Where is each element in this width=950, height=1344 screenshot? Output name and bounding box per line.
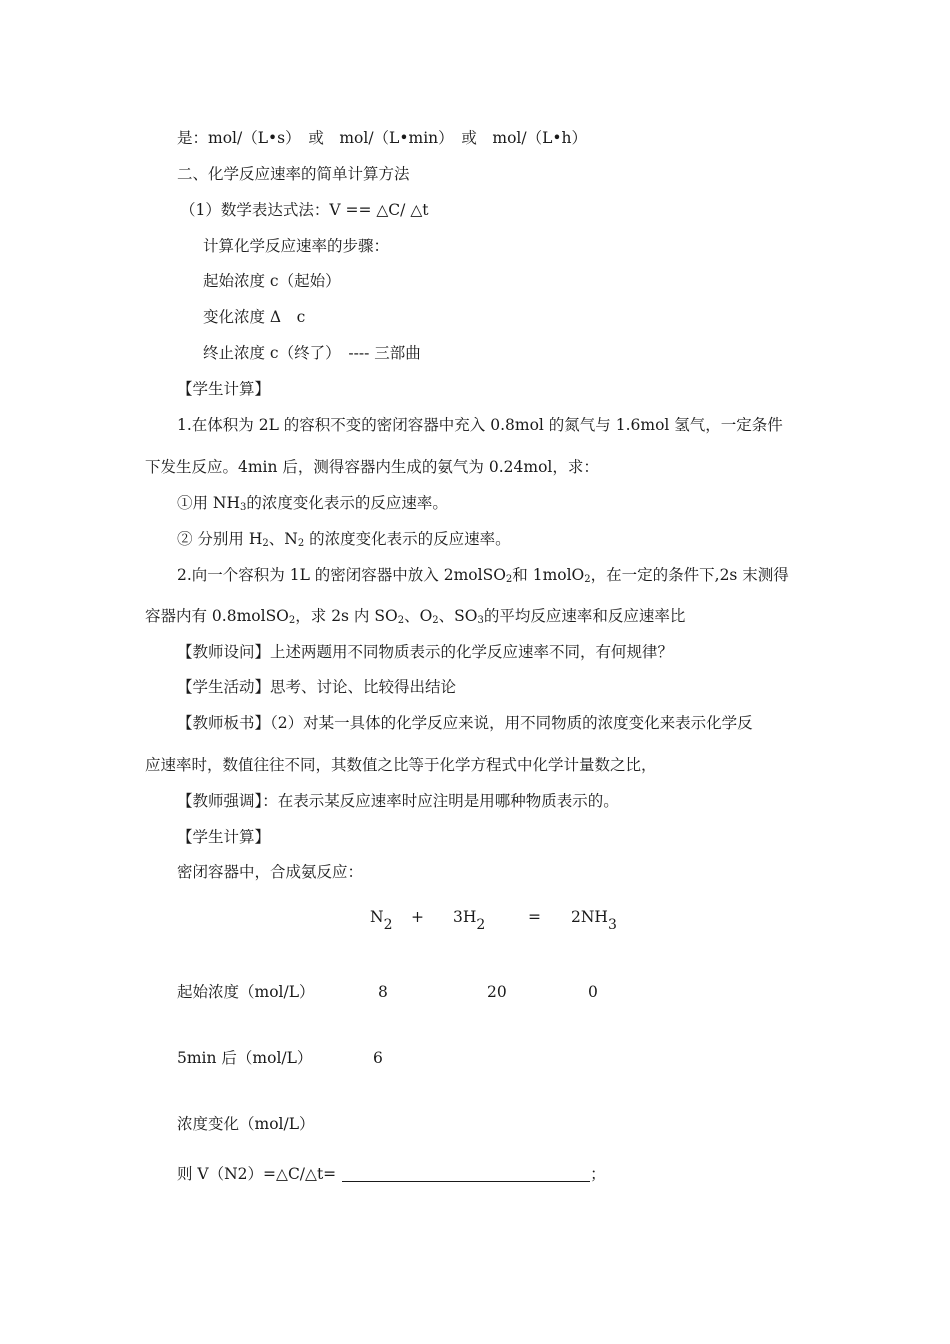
row-initial-nh3: 0 [588,983,598,1001]
student-calc-heading-2: 【学生计算】 [177,828,271,846]
row-initial-h2: 20 [487,983,507,1001]
question-1-line-a: 1.在体积为 2L 的容积不变的密闭容器中充入 0.8mol 的氮气与 1.6mol 氢气，一定条件 [177,416,783,434]
q1-ii-post: 的浓度变化表示的反应速率。 [304,530,511,548]
units-line: 是：mol/（L•s） 或 mol/（L•min） 或 mol/（L•h） [177,129,588,147]
question-2-line-a [177,565,789,590]
steps-title: 计算化学反应速率的步骤： [203,237,390,255]
step-change: 变化浓度 Δ c [203,308,306,326]
q1-ii-pre: ② 分别用 H [177,530,263,548]
q2-b-sub4: 3 [477,615,484,626]
q1-ii-mid: 、N [268,530,298,548]
q2-b-pre: 容器内有 0.8molSO [145,607,289,625]
step-initial: 起始浓度 c（起始） [203,272,341,290]
final-rate-prefix: 则 V（N2）=△C/△t= [177,1165,337,1183]
teacher-board-line-b: 应速率时，数值往往不同，其数值之比等于化学方程式中化学计量数之比， [145,756,657,774]
q2-b-sub2: 2 [397,615,405,626]
final-rate-suffix: ； [590,1165,606,1183]
question-1-part-i [177,493,448,518]
q1-ii-sub2: 2 [297,538,305,549]
row-after-n2: 6 [373,1049,383,1067]
q2-b-mid2: 、O [404,607,433,625]
student-calc-heading-1: 【学生计算】 [177,380,271,398]
q2-b-mid1: ，求 2s 内 SO [295,607,398,625]
eq-plus: + [411,908,424,926]
q1-ii-sub1: 2 [262,538,269,549]
q2-b-mid3: 、SO [438,607,478,625]
q2-b-sub1: 2 [288,615,296,626]
q2-b-post: 的平均反应速率和反应速率比 [483,607,686,625]
question-1-part-ii [177,529,511,554]
question-1-line-b: 下发生反应。4min 后，测得容器内生成的氨气为 0.24mol，求： [145,458,599,476]
teacher-emphasis: 【教师强调】：在表示某反应速率时应注明是用哪种物质表示的。 [177,792,619,810]
eq-nh3: 2NH3 [571,908,617,933]
eq-n2: N2 [370,908,393,933]
final-rate-line [177,1164,606,1184]
q2-a-mid: 和 1molO [512,566,585,584]
answer-blank[interactable] [342,1167,590,1182]
ammonia-intro: 密闭容器中，合成氨反应： [177,863,364,881]
q2-a-pre: 2.向一个容积为 1L 的密闭容器中放入 2molSO [177,566,506,584]
q2-b-sub3: 2 [432,615,439,626]
step-final: 终止浓度 c（终了） ---- 三部曲 [203,344,421,362]
q1-i-pre: ①用 NH [177,494,241,512]
student-activity: 【学生活动】思考、讨论、比较得出结论 [177,678,457,696]
q2-a-post: ，在一定的条件下,2s 末测得 [590,566,789,584]
row-change-label: 浓度变化（mol/L） [177,1115,315,1133]
q1-i-sub: 3 [240,502,247,513]
q1-i-post: 的浓度变化表示的反应速率。 [246,494,448,512]
teacher-question: 【教师设问】上述两题用不同物质表示的化学反应速率不同，有何规律？ [177,643,674,661]
math-expression-line: （1）数学表达式法：V == △C/ △t [180,201,429,219]
q2-a-sub2: 2 [584,574,591,585]
row-initial-label: 起始浓度（mol/L） [177,983,315,1001]
row-after-label: 5min 后（mol/L） [177,1049,313,1067]
eq-equals: = [528,908,541,926]
teacher-board-line-a: 【教师板书】（2）对某一具体的化学反应来说，用不同物质的浓度变化来表示化学反 [177,714,753,732]
section-heading-2: 二、化学反应速率的简单计算方法 [177,165,410,183]
row-initial-n2: 8 [378,983,388,1001]
q2-a-sub1: 2 [505,574,513,585]
eq-h2: 3H2 [453,908,486,933]
question-2-line-b [145,606,685,631]
